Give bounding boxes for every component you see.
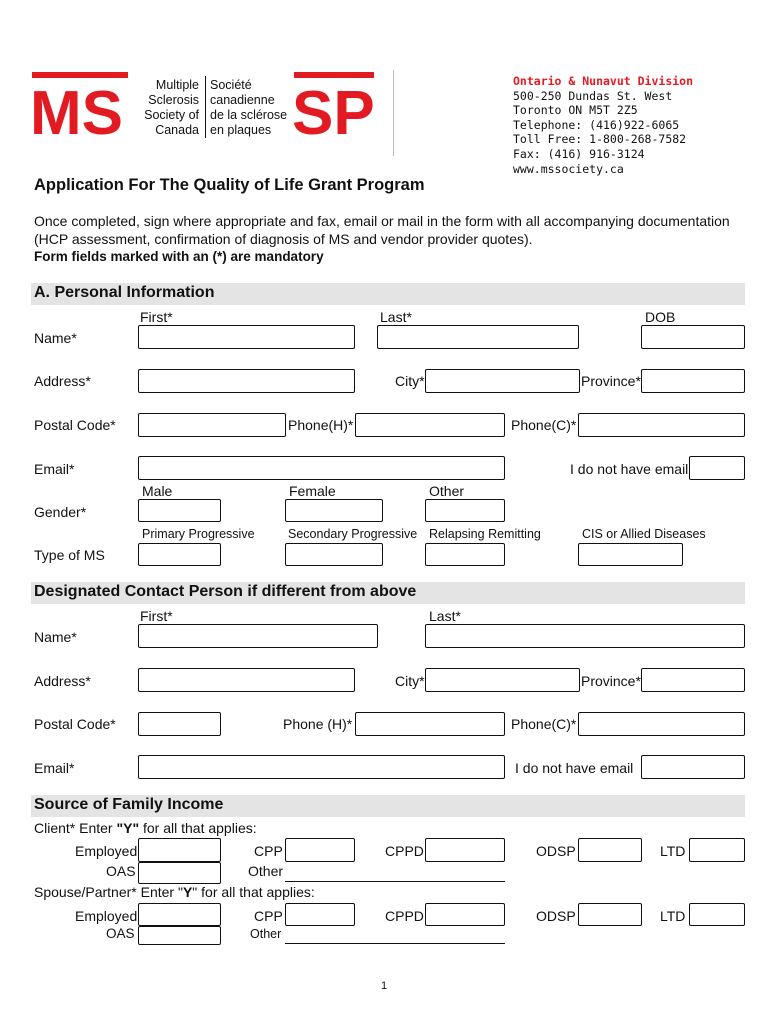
contact-person-heading: Designated Contact Person if different from above (34, 583, 417, 600)
contact-phone-cell-label: Phone(C)* (511, 716, 577, 732)
first-name-label: First* (140, 309, 173, 325)
gender-label: Gender* (34, 504, 87, 520)
ms-primary-label: Primary Progressive (142, 527, 255, 541)
ms-cis-box[interactable] (578, 543, 683, 566)
mandatory-note: Form fields marked with an (*) are mandatory (34, 249, 324, 264)
spouse-instruction-pre: Spouse/Partner* Enter " (34, 884, 183, 900)
gender-other-label: Other (429, 483, 465, 499)
ms-secondary-label: Secondary Progressive (288, 527, 418, 541)
contact-email-label: Email* (34, 760, 75, 776)
no-email-checkbox[interactable] (689, 456, 745, 480)
client-employed-label: Employed (75, 843, 138, 859)
logo-fr-line-1: Société (210, 78, 252, 92)
sp-mark-text: SP (292, 79, 375, 148)
contact-province-field[interactable] (641, 668, 745, 692)
spouse-oas-box[interactable] (138, 926, 221, 945)
ms-primary-box[interactable] (138, 543, 221, 566)
spouse-employed-box[interactable] (138, 903, 221, 926)
client-cppd-label: CPPD (385, 843, 424, 859)
email-label: Email* (34, 461, 75, 477)
contact-phone-home-label: Phone (H)* (283, 716, 353, 732)
last-name-label: Last* (380, 309, 412, 325)
spouse-odsp-box[interactable] (578, 903, 642, 926)
contact-telephone: Telephone: (416)922-6065 (513, 117, 680, 132)
contact-address-label: Address* (34, 673, 91, 689)
dob-field[interactable] (641, 325, 745, 349)
ms-relapsing-label: Relapsing Remitting (429, 527, 541, 541)
logo-divider (205, 76, 206, 138)
contact-postal-field[interactable] (138, 712, 221, 736)
logo-right-rule (393, 70, 394, 156)
gender-male-label: Male (142, 483, 173, 499)
contact-phone-cell-field[interactable] (578, 712, 745, 736)
client-cpp-label: CPP (254, 843, 283, 859)
ms-cis-label: CIS or Allied Diseases (582, 527, 706, 541)
spouse-cpp-label: CPP (254, 908, 283, 924)
contact-website[interactable]: www.mssociety.ca (513, 161, 624, 176)
page-number: 1 (381, 980, 388, 992)
contact-toll-free: Toll Free: 1-800-268-7582 (513, 132, 687, 147)
client-other-label: Other (248, 863, 284, 879)
contact-province-label: Province* (581, 673, 641, 689)
spouse-ltd-box[interactable] (689, 903, 745, 926)
spouse-cppd-box[interactable] (425, 903, 505, 926)
contact-phone-home-field[interactable] (355, 712, 505, 736)
contact-address-field[interactable] (138, 668, 355, 692)
contact-person-header (31, 582, 745, 604)
phone-home-label: Phone(H)* (288, 417, 354, 433)
logo-en-line-2: Sclerosis (148, 93, 199, 107)
spouse-instruction-post: " for all that applies: (192, 884, 315, 900)
client-ltd-label: LTD (660, 843, 686, 859)
gender-male-box[interactable] (138, 499, 221, 522)
gender-other-box[interactable] (425, 499, 505, 522)
no-email-label: I do not have email (570, 461, 689, 477)
province-label: Province* (581, 373, 641, 389)
client-instruction-y: "Y" (116, 820, 140, 836)
sp-logo-mark (292, 70, 402, 156)
name-label: Name* (34, 330, 77, 346)
postal-code-field[interactable] (138, 413, 286, 437)
address-field[interactable] (138, 369, 355, 393)
ms-relapsing-box[interactable] (425, 543, 505, 566)
client-cpp-box[interactable] (285, 838, 355, 862)
page-title: Application For The Quality of Life Grant Program (34, 176, 425, 194)
spouse-ltd-label: LTD (660, 908, 686, 924)
logo-en-line-4: Canada (155, 123, 199, 137)
phone-cell-label: Phone(C)* (511, 417, 577, 433)
dob-label: DOB (645, 309, 676, 325)
contact-last-label: Last* (429, 608, 461, 624)
ms-society-logo (30, 70, 395, 156)
contact-fax: Fax: (416) 916-3124 (513, 146, 645, 161)
contact-block (513, 74, 693, 176)
client-cppd-box[interactable] (425, 838, 505, 862)
contact-no-email-checkbox[interactable] (641, 755, 745, 779)
spouse-instruction-y: Y (182, 884, 193, 900)
type-of-ms-label: Type of MS (34, 547, 105, 563)
first-name-field[interactable] (138, 325, 355, 349)
income-heading: Source of Family Income (34, 796, 224, 813)
city-label: City* (395, 373, 425, 389)
city-field[interactable] (425, 369, 580, 393)
contact-no-email-label: I do not have email (515, 760, 634, 776)
client-oas-label: OAS (106, 863, 136, 879)
spouse-cppd-label: CPPD (385, 908, 424, 924)
contact-city-field[interactable] (425, 668, 580, 692)
gender-female-box[interactable] (285, 499, 383, 522)
logo-fr-line-2: canadienne (210, 93, 275, 107)
spouse-employed-label: Employed (75, 908, 138, 924)
contact-name-label: Name* (34, 629, 77, 645)
contact-first-field[interactable] (138, 624, 378, 648)
logo-en-line-3: Society of (144, 108, 199, 122)
spouse-cpp-box[interactable] (285, 903, 355, 926)
client-instruction (34, 820, 257, 836)
contact-first-label: First* (140, 608, 173, 624)
spouse-other-label: Other (250, 927, 282, 941)
personal-info-header (31, 283, 745, 305)
client-odsp-box[interactable] (578, 838, 642, 862)
province-field[interactable] (641, 369, 745, 393)
income-header (31, 795, 745, 817)
logo-fr-line-4: en plaques (210, 123, 272, 137)
client-odsp-label: ODSP (536, 843, 576, 859)
intro-text: Once completed, sign where appropriate and fax, email or mail in the form with all accompanying documentation (HCP assessment, confirmation of diagnosis of MS and vendor provider quotes). (34, 213, 730, 247)
spouse-instruction (34, 884, 315, 900)
division-name: Ontario & Nunavut Division (513, 74, 694, 88)
ms-secondary-box[interactable] (285, 543, 383, 566)
email-field[interactable] (138, 456, 505, 480)
logo-en-line-1: Multiple (155, 78, 199, 92)
contact-last-field[interactable] (425, 624, 745, 648)
contact-postal-label: Postal Code* (34, 716, 116, 732)
spouse-oas-label: OAS (106, 926, 135, 941)
client-oas-box[interactable] (138, 862, 221, 884)
client-instruction-pre: Client* Enter (34, 820, 117, 836)
last-name-field[interactable] (377, 325, 579, 349)
contact-city: Toronto ON M5T 2Z5 (513, 103, 638, 118)
logo-fr-line-3: de la sclérose (210, 108, 288, 122)
client-instruction-post: for all that applies: (139, 820, 257, 836)
gender-female-label: Female (289, 483, 336, 499)
spouse-odsp-label: ODSP (536, 908, 576, 924)
ms-logo-mark (30, 70, 140, 156)
postal-code-label: Postal Code* (34, 417, 116, 433)
phone-cell-field[interactable] (578, 413, 745, 437)
contact-city-label: City* (395, 673, 425, 689)
client-employed-box[interactable] (138, 838, 221, 862)
ms-mark-text: MS (30, 79, 123, 148)
client-ltd-box[interactable] (689, 838, 745, 862)
contact-email-field[interactable] (138, 755, 505, 779)
client-other-line[interactable] (285, 881, 505, 882)
personal-info-heading: A. Personal Information (34, 284, 215, 301)
phone-home-field[interactable] (355, 413, 505, 437)
spouse-other-line[interactable] (285, 943, 505, 944)
address-label: Address* (34, 373, 91, 389)
contact-address: 500-250 Dundas St. West (513, 88, 673, 103)
